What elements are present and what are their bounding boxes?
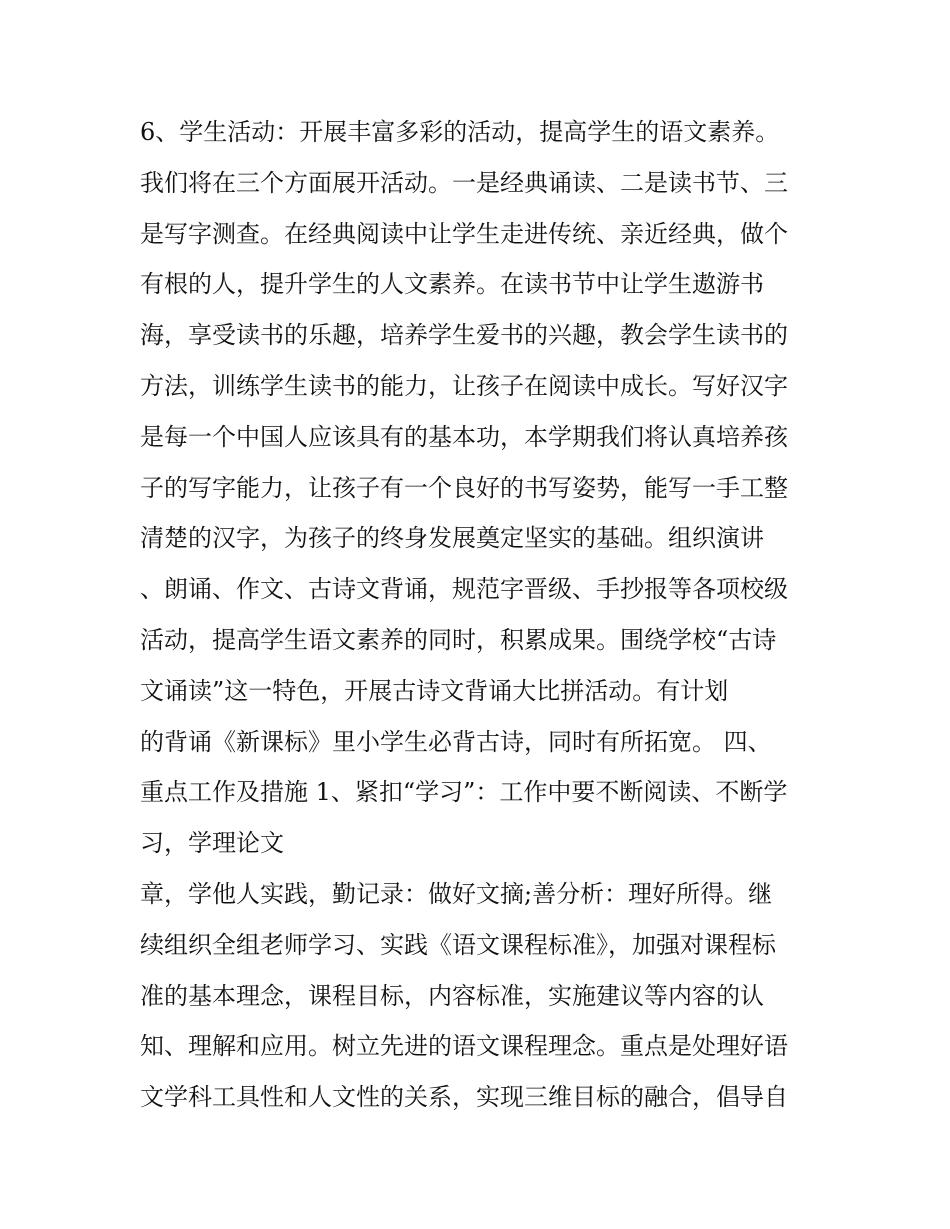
- text-line: 清楚的汉字，为孩子的终身发展奠定坚实的基础。组织演讲: [140, 524, 764, 553]
- text-line: 重点工作及措施 1、紧扣“学习”：工作中要不断阅读、不断学: [140, 778, 788, 807]
- text-line: 方法，训练学生读书的能力，让孩子在阅读中成长。写好汉字: [140, 371, 788, 400]
- text-line: 子的写字能力，让孩子有一个良好的书写姿势，能写一手工整: [140, 473, 788, 502]
- text-line: 海，享受读书的乐趣，培养学生爱书的兴趣，教会学生读书的: [140, 321, 788, 350]
- text-line: 是每一个中国人应该具有的基本功，本学期我们将认真培养孩: [140, 422, 788, 451]
- text-line: 有根的人，提升学生的人文素养。在读书节中让学生遨游书: [140, 270, 764, 299]
- text-line: 续组织全组老师学习、实践《语文课程标准》，加强对课程标: [140, 930, 776, 959]
- text-line: 我们将在三个方面展开活动。一是经典诵读、二是读书节、三: [140, 168, 788, 197]
- text-line: 、朗诵、作文、古诗文背诵，规范字晋级、手抄报等各项校级: [140, 575, 788, 604]
- text-line: 文学科工具性和人文性的关系，实现三维目标的融合，倡导自: [140, 1083, 788, 1112]
- text-line: 习，学理论文: [140, 829, 284, 858]
- text-line: 的背诵《新课标》里小学生必背古诗，同时有所拓宽。 四、: [140, 727, 772, 756]
- text-line: 知、理解和应用。树立先进的语文课程理念。重点是处理好语: [140, 1032, 788, 1061]
- text-line: 准的基本理念，课程目标，内容标准，实施建议等内容的认: [140, 981, 764, 1010]
- body-text: [140, 107, 830, 1123]
- text-line: 6、学生活动：开展丰富多彩的活动，提高学生的语文素养。: [140, 118, 780, 146]
- text-line: 文诵读”这一特色，开展古诗文背诵大比拼活动。有计划: [140, 676, 729, 705]
- text-line: 是写字测查。在经典阅读中让学生走进传统、亲近经典，做个: [140, 219, 788, 248]
- text-line: 章，学他人实践，勤记录：做好文摘;善分析：理好所得。继: [140, 879, 773, 908]
- text-line: 活动，提高学生语文素养的同时，积累成果。围绕学校“古诗: [140, 625, 777, 654]
